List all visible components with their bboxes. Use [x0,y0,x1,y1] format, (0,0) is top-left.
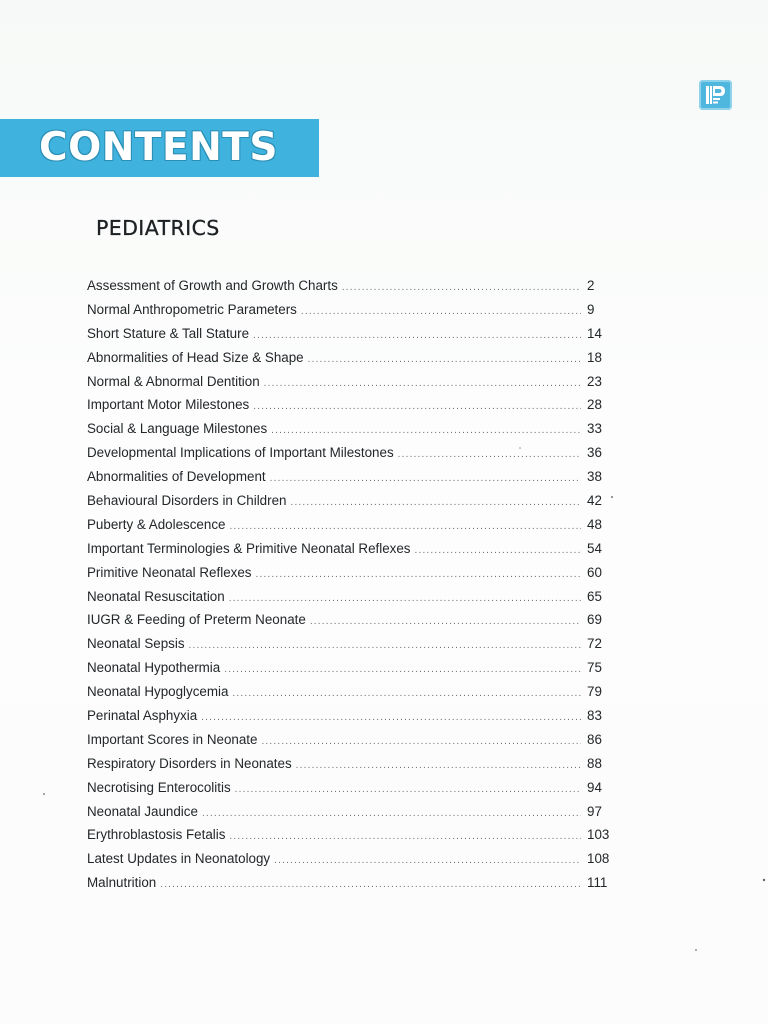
dot-leader [229,593,581,604]
toc-entry[interactable] [87,851,615,875]
toc-entry-page: 36 [587,445,602,461]
toc-entry-page: 69 [587,612,602,628]
toc-entry-page: 54 [587,540,602,556]
toc-entry-page: 79 [587,684,602,700]
toc-entry-page: 60 [587,564,602,580]
dot-leader [271,425,581,436]
toc-entry-title: Neonatal Jaundice [87,803,198,819]
toc-entry-page: 42 [587,493,602,509]
toc-entry-page: 14 [587,325,602,341]
toc-entry-title: Social & Language Milestones [87,421,268,437]
toc-entry-title: Neonatal Hypoglycemia [87,684,229,700]
toc-entry-title: Respiratory Disorders in Neonates [87,755,292,771]
toc-entry-page: 75 [587,660,602,676]
toc-entry[interactable] [87,541,615,565]
section-title: PEDIATRICS [96,216,220,240]
toc-entry-title: Short Stature & Tall Stature [87,325,250,341]
dot-leader [310,616,581,627]
toc-entry[interactable] [87,302,615,326]
toc-entry-title: Important Scores in Neonate [87,731,258,747]
dot-leader [264,378,581,389]
toc-entry-title: Necrotising Enterocolitis [87,779,231,795]
toc-entry-page: 65 [587,588,602,604]
toc-entry-title: Neonatal Sepsis [87,636,185,652]
dot-leader [229,831,581,842]
toc-entry-title: Assessment of Growth and Growth Charts [87,278,338,293]
toc-entry[interactable] [87,684,615,708]
toc-entry[interactable] [87,565,615,589]
toc-entry-title: Important Terminologies & Primitive Neonatal Reflexes [87,540,411,556]
toc-entry[interactable] [87,875,615,899]
toc-entry[interactable] [87,326,615,350]
toc-entry-page: 9 [587,301,595,317]
toc-entry[interactable] [87,756,615,780]
dot-leader [235,784,581,795]
toc-entry[interactable] [87,421,615,445]
toc-entry-page: 108 [587,851,610,867]
toc-entry[interactable] [87,493,615,517]
toc-entry[interactable] [87,804,615,828]
toc-entry-title: Important Motor Milestones [87,397,250,413]
toc-entry[interactable] [87,732,615,756]
toc-entry-page: 86 [587,731,602,747]
toc-entry[interactable] [87,469,615,493]
page-title: CONTENTS [39,125,278,170]
dot-leader [255,569,581,580]
toc-entry[interactable] [87,827,615,851]
dot-leader [189,640,581,651]
contents-banner [0,119,319,177]
toc-entry[interactable] [87,278,615,302]
dot-leader [296,760,581,771]
toc-entry-page: 18 [587,349,602,365]
dot-leader [160,879,581,890]
toc-entry-title: Abnormalities of Head Size & Shape [87,349,304,365]
toc-entry[interactable] [87,350,615,374]
toc-entry[interactable] [87,708,615,732]
toc-entry-title: Latest Updates in Neonatology [87,851,271,867]
toc-entry-title: Abnormalities of Development [87,469,266,485]
toc-entry-title: Neonatal Resuscitation [87,588,225,604]
dot-leader [229,521,581,532]
toc-entry-title: Perinatal Asphyxia [87,708,198,724]
dot-leader [261,736,581,747]
toc-entry-page: 2 [587,278,595,293]
dot-leader [342,282,581,293]
toc-entry-page: 72 [587,636,602,652]
toc-entry-title: Normal Anthropometric Parameters [87,301,297,317]
toc-entry-page: 33 [587,421,602,437]
dot-leader [415,545,582,556]
toc-entry[interactable] [87,660,615,684]
toc-entry-page: 38 [587,469,602,485]
toc-entry-title: Malnutrition [87,875,157,891]
toc-entry[interactable] [87,397,615,421]
dot-leader [308,354,581,365]
toc-entry-page: 97 [587,803,602,819]
dot-leader [202,808,581,819]
toc-entry-title: Puberty & Adolescence [87,516,226,532]
dot-leader [301,306,581,317]
toc-entry-title: Primitive Neonatal Reflexes [87,564,252,580]
toc-entry-title: Normal & Abnormal Dentition [87,373,260,389]
toc-entry-page: 28 [587,397,602,413]
dot-leader [270,473,581,484]
toc-entry[interactable] [87,445,615,469]
dot-leader [224,664,581,675]
toc-entry-page: 48 [587,516,602,532]
dot-leader [274,855,581,866]
dot-leader [253,330,581,341]
toc-entry[interactable] [87,517,615,541]
toc-entry-page: 23 [587,373,602,389]
toc-entry-page: 88 [587,755,602,771]
toc-entry[interactable] [87,636,615,660]
toc-entry-title: Erythroblastosis Fetalis [87,827,226,843]
table-of-contents [87,278,615,899]
toc-entry[interactable] [87,612,615,636]
toc-entry-page: 83 [587,708,602,724]
toc-entry-page: 103 [587,827,610,843]
p-logo-icon [699,80,732,110]
dot-leader [398,449,581,460]
dot-leader [290,497,581,508]
toc-entry[interactable] [87,780,615,804]
toc-entry-title: Neonatal Hypothermia [87,660,221,676]
toc-entry-title: Developmental Implications of Important Milestones [87,445,394,461]
toc-entry-title: Behavioural Disorders in Children [87,493,287,509]
toc-entry[interactable] [87,374,615,398]
dot-leader [232,688,581,699]
dot-leader [253,401,581,412]
toc-entry[interactable] [87,589,615,613]
dot-leader [201,712,581,723]
toc-entry-title: IUGR & Feeding of Preterm Neonate [87,612,306,628]
toc-entry-page: 111 [587,875,608,891]
toc-entry-page: 94 [587,779,602,795]
